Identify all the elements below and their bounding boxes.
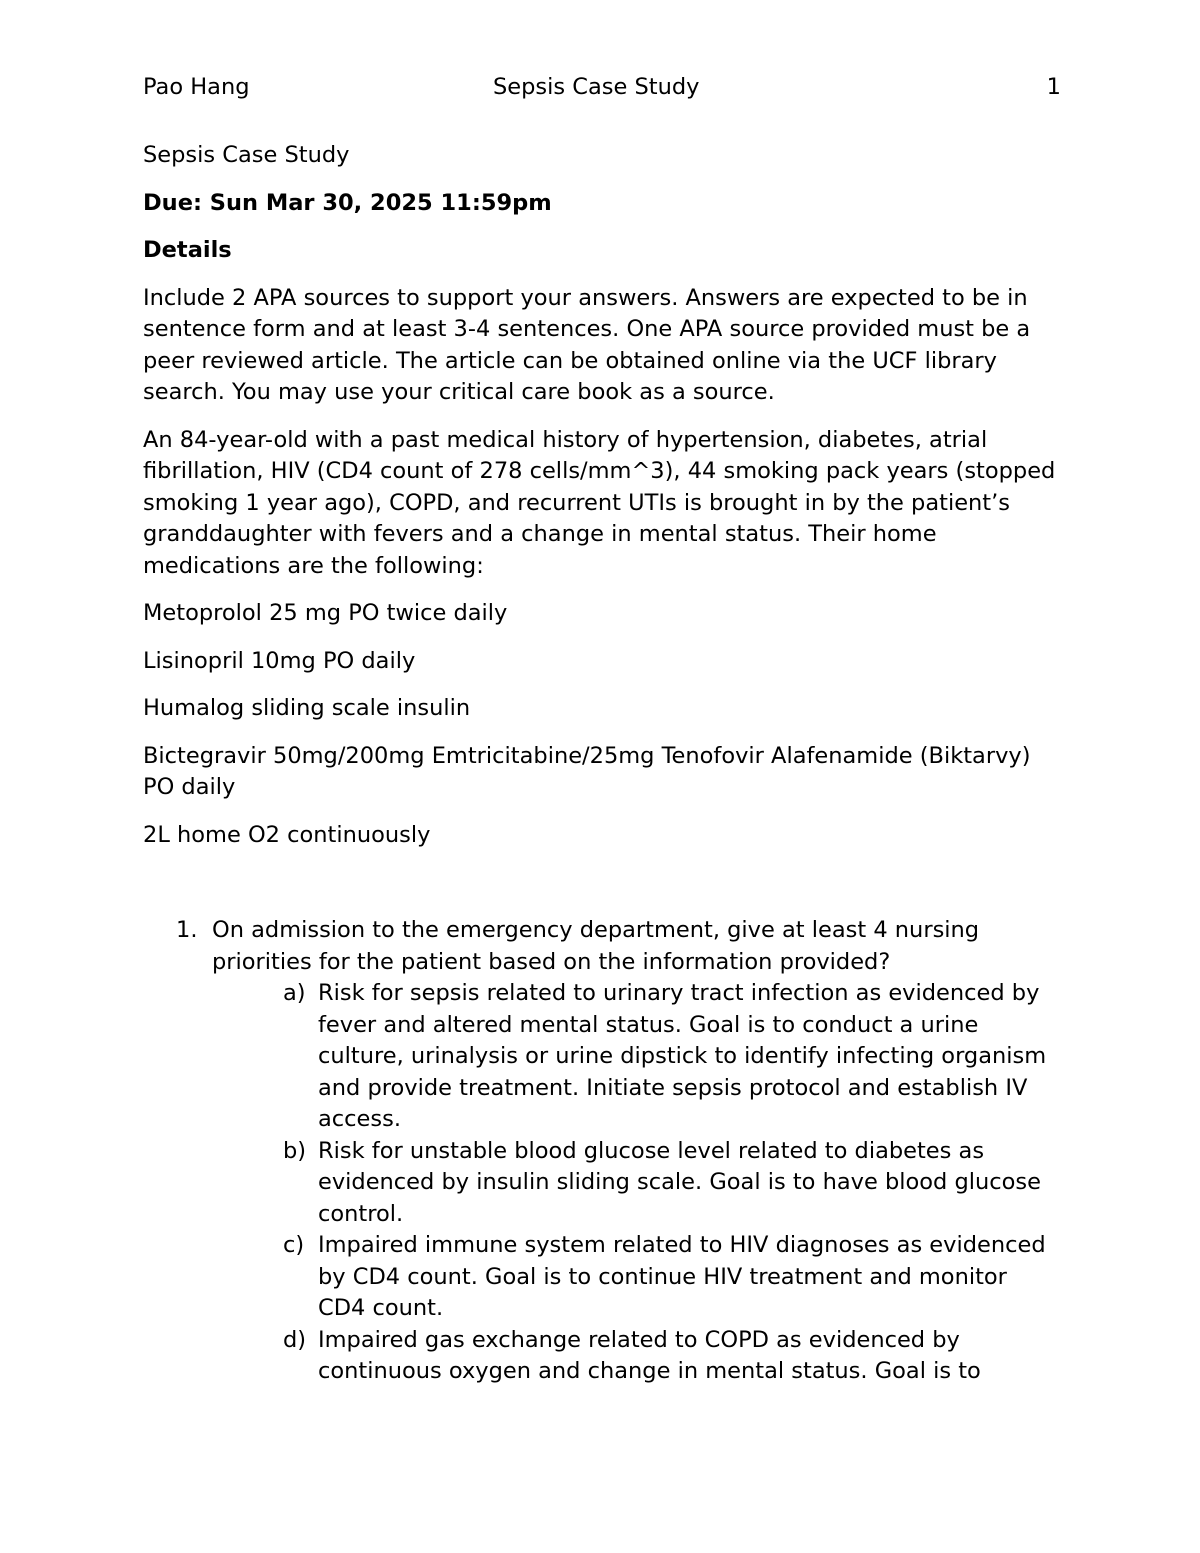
- question-number: 1.: [176, 917, 198, 943]
- medication-item: Bictegravir 50mg/200mg Emtricitabine/25mg Tenofovir Alafenamide (Biktarvy) PO daily: [143, 742, 1031, 800]
- answer-item: [143, 1136, 1058, 1231]
- case-paragraph: An 84-year-old with a past medical history of hypertension, diabetes, atrial fibrillation, HIV (CD4 count of 278 cells/mm^3), 44 smoking pack years (stopped smoking 1 year ago), COPD, and recurrent UTIs is brought in by the patient’s granddaughter with fevers and a change in mental status. Their home medications are the following:: [143, 426, 1056, 579]
- question-item: [143, 915, 1058, 978]
- medication-item: 2L home O2 continuously: [143, 821, 431, 848]
- answer-letter: a): [283, 980, 306, 1006]
- due-date: Due: Sun Mar 30, 2025 11:59pm: [143, 189, 552, 216]
- details-heading: Details: [143, 237, 232, 263]
- answer-letter: d): [283, 1326, 307, 1353]
- document-body: [143, 140, 1058, 1388]
- header-page-number: 1: [1046, 74, 1061, 100]
- answer-letter: b): [283, 1137, 307, 1164]
- answer-item: [143, 978, 1058, 1136]
- answer-text: Risk for unstable blood glucose level related to diabetes as evidenced by insulin sliding scale. Goal is to have blood glucose control.: [318, 1137, 1041, 1227]
- header-title: Sepsis Case Study: [493, 74, 700, 100]
- answer-item: [143, 1230, 1058, 1325]
- header-author: Pao Hang: [143, 74, 250, 100]
- answer-text: Risk for sepsis related to urinary tract infection as evidenced by fever and altered mental status. Goal is to conduct a urine culture, urinalysis or urine dipstick to identify infecting organism and provide treatment. Initiate sepsis protocol and establish IV access.: [318, 980, 1047, 1132]
- document-title: Sepsis Case Study: [143, 142, 350, 168]
- blank-space: [143, 867, 1058, 915]
- answer-letter: c): [283, 1232, 305, 1258]
- medication-item: Humalog sliding scale insulin: [143, 695, 471, 721]
- answer-list: [143, 978, 1058, 1388]
- answer-item: [143, 1325, 1058, 1388]
- answer-text: Impaired immune system related to HIV diagnoses as evidenced by CD4 count. Goal is to continue HIV treatment and monitor CD4 count.: [318, 1232, 1046, 1321]
- medication-item: Metoprolol 25 mg PO twice daily: [143, 600, 508, 626]
- medication-item: Lisinopril 10mg PO daily: [143, 647, 416, 674]
- question-text: On admission to the emergency department, give at least 4 nursing priorities for the patient based on the information provided?: [212, 917, 980, 975]
- instructions-paragraph: Include 2 APA sources to support your answers. Answers are expected to be in sentence form and at least 3-4 sentences. One APA source provided must be a peer reviewed article. The article can be obtained online via the UCF library search. You may use your critical care book as a source.: [143, 284, 1031, 405]
- page-header: [143, 72, 1061, 102]
- answer-text: Impaired gas exchange related to COPD as evidenced by continuous oxygen and change in mental status. Goal is to: [318, 1326, 981, 1384]
- question-list: [143, 915, 1058, 1388]
